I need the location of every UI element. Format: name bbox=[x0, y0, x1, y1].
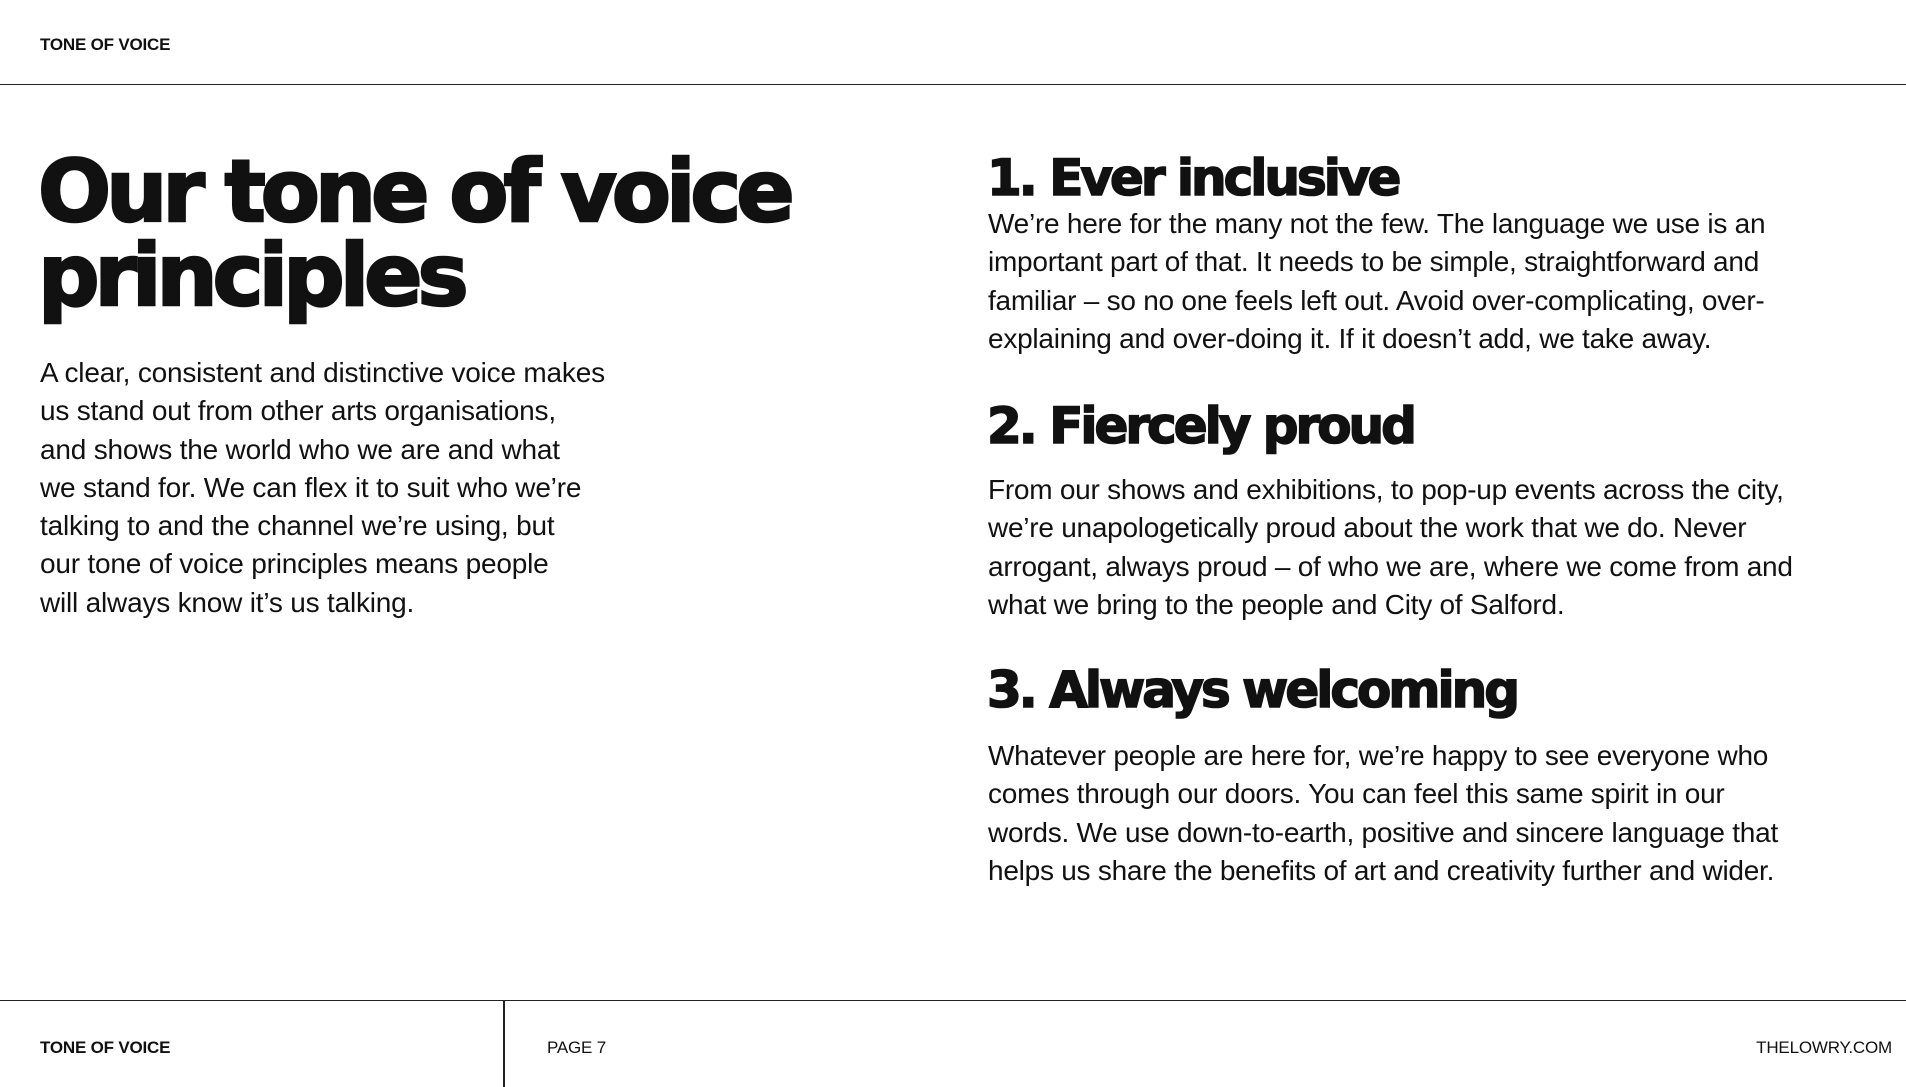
intro-line: A clear, consistent and distinctive voice makes bbox=[40, 357, 605, 388]
intro-line: will always know it’s us talking. bbox=[40, 586, 415, 618]
page-title-line: principles bbox=[38, 226, 464, 326]
principle-1-body bbox=[988, 205, 1868, 358]
principle-line: Whatever people are here for, we’re happy to see everyone who bbox=[988, 740, 1769, 771]
principle-line: explaining and over-doing it. If it doesn’t add, we take away. bbox=[988, 322, 1712, 354]
principle-line: important part of that. It needs to be simple, straightforward and bbox=[988, 246, 1760, 278]
principle-line: helps us share the benefits of art and creativity further and wider. bbox=[988, 854, 1775, 886]
principle-3-title: 3. Always welcoming bbox=[987, 661, 1518, 719]
intro-line: our tone of voice principles means people bbox=[40, 548, 549, 580]
principle-line: words. We use down-to-earth, positive and sincere language that bbox=[988, 816, 1778, 848]
principle-line: what we bring to the people and City of Salford. bbox=[988, 588, 1565, 620]
footer-label: TONE OF VOICE bbox=[40, 1038, 171, 1057]
principle-line: familiar – so no one feels left out. Avoid over-complicating, over- bbox=[988, 284, 1765, 316]
page-title-line: Our tone of voice bbox=[38, 142, 790, 242]
website-url: THELOWRY.COM bbox=[1756, 1038, 1892, 1057]
intro-line: and shows the world who we are and what bbox=[40, 433, 560, 465]
intro-line: talking to and the channel we’re using, but bbox=[40, 510, 555, 542]
footer-divider bbox=[503, 1001, 505, 1087]
principle-1-title: 1. Ever inclusive bbox=[987, 149, 1399, 207]
header-bar bbox=[0, 0, 1906, 85]
intro-line: we stand for. We can flex it to suit who we’re bbox=[40, 471, 582, 503]
page-number: PAGE 7 bbox=[547, 1038, 606, 1057]
principle-line: comes through our doors. You can feel this same spirit in our bbox=[988, 778, 1725, 810]
principle-2-title: 2. Fiercely proud bbox=[987, 397, 1414, 455]
principle-line: We’re here for the many not the few. The language we use is an bbox=[988, 208, 1766, 239]
principle-line: From our shows and exhibitions, to pop-up events across the city, bbox=[988, 474, 1784, 505]
intro-paragraph bbox=[40, 354, 680, 622]
principle-line: arrogant, always proud – of who we are, where we come from and bbox=[988, 550, 1793, 582]
header-label: TONE OF VOICE bbox=[40, 35, 171, 54]
principle-line: we’re unapologetically proud about the work that we do. Never bbox=[988, 512, 1747, 544]
principle-3-body bbox=[988, 737, 1868, 890]
footer-bar bbox=[0, 1000, 1906, 1087]
page-title bbox=[38, 142, 898, 326]
principle-2-body bbox=[988, 471, 1868, 624]
intro-line: us stand out from other arts organisations, bbox=[40, 395, 556, 427]
